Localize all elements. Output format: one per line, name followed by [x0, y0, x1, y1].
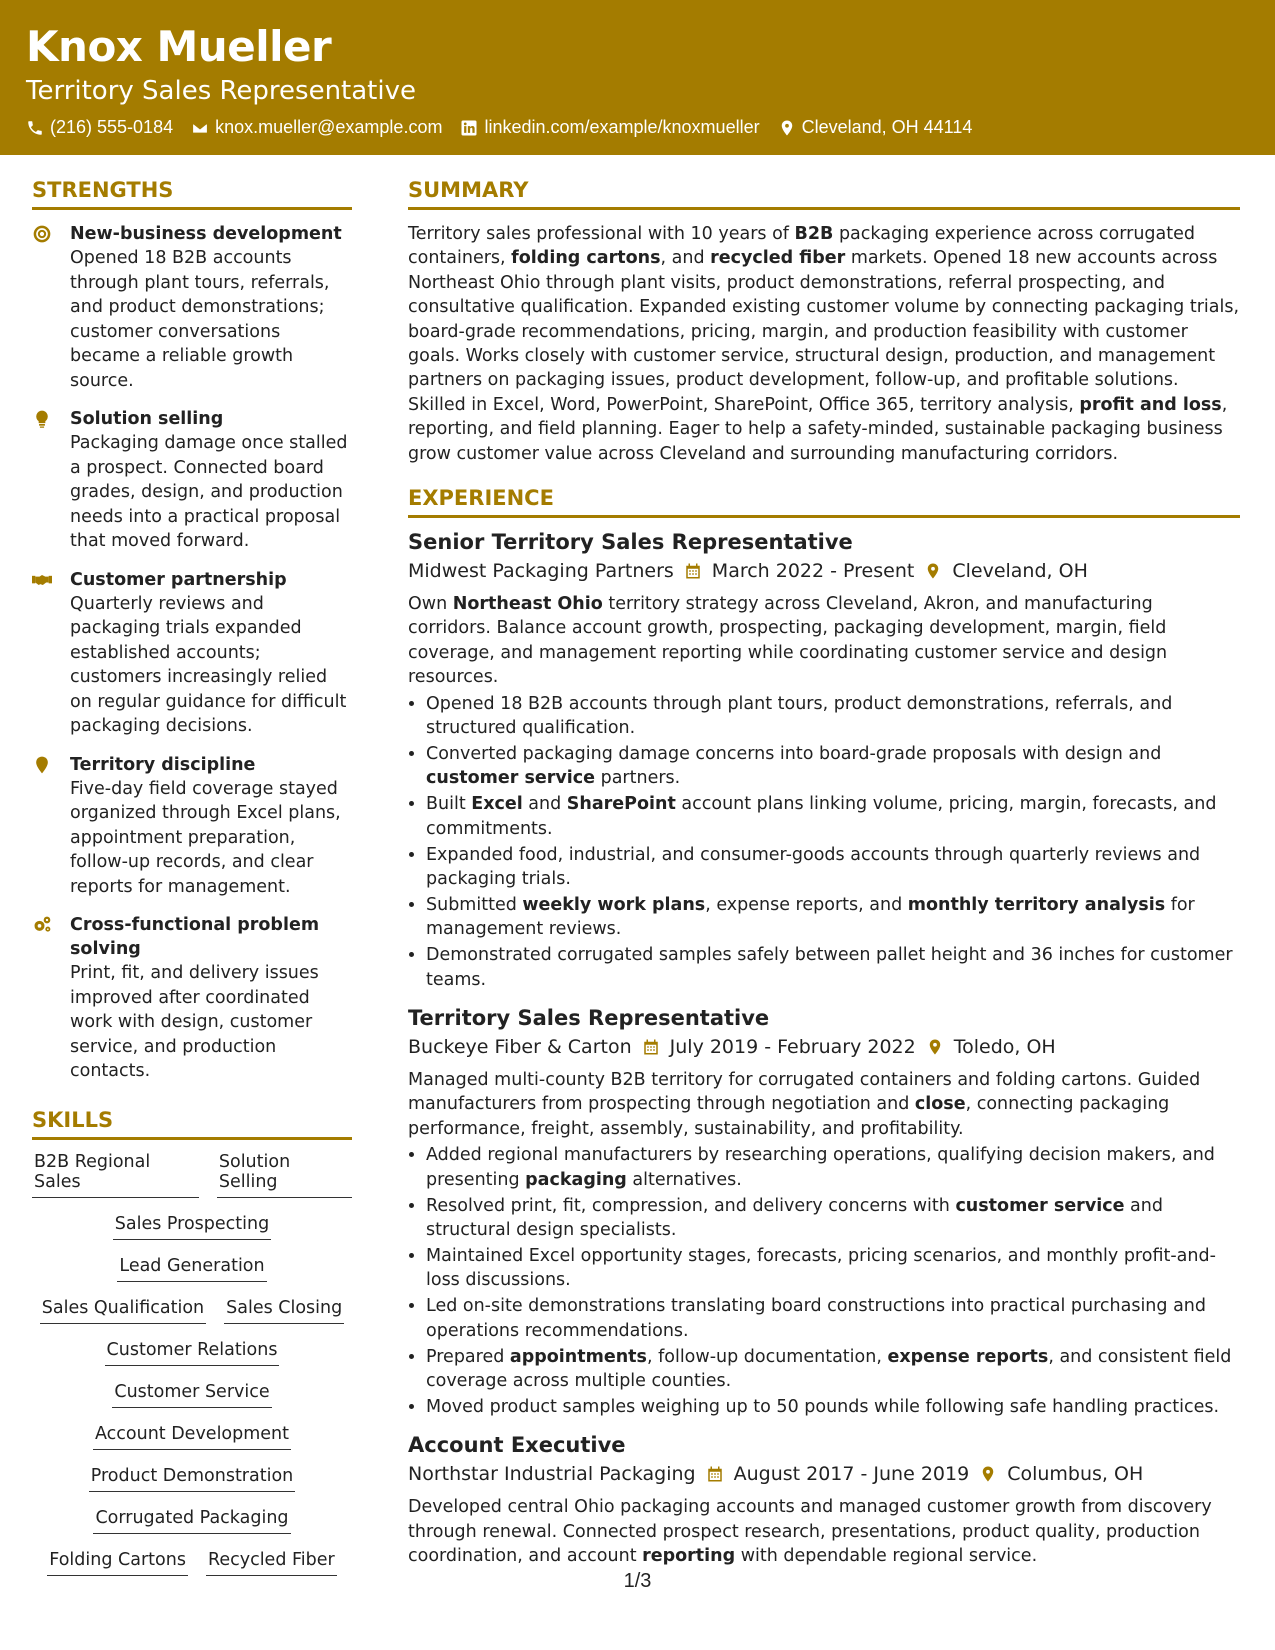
linkedin-icon	[460, 119, 478, 137]
strength-desc: Opened 18 B2B accounts through plant tours, referrals, and product demonstrations; customer conversations became a reliable growth source.	[70, 248, 330, 391]
skill-tag: B2B Regional Sales	[32, 1152, 199, 1198]
handshake-icon	[32, 570, 52, 590]
job-location: Cleveland, OH	[952, 560, 1088, 583]
job-bullet: • Converted packaging damage concerns into board-grade proposals with design and customer service partners.	[426, 742, 1240, 791]
candidate-title: Territory Sales Representative	[26, 76, 416, 106]
job-bullet: • Led on-site demonstrations translating board constructions into practical purchasing and operations recommendations.	[426, 1294, 1240, 1343]
strength-title: Cross-functional problem solving	[70, 915, 320, 959]
strength-desc: Quarterly reviews and packaging trials expanded established accounts; customers increasingly relied on regular guidance for difficult packaging decisions.	[70, 593, 347, 736]
strength-desc: Print, fit, and delivery issues improved after coordinated work with design, customer service, and production contacts.	[70, 963, 319, 1081]
job-location: Columbus, OH	[1007, 1463, 1144, 1486]
job-dates: March 2022 - Present	[711, 560, 915, 583]
skill-tag: Corrugated Packaging	[93, 1508, 290, 1534]
location-text: Cleveland, OH 44114	[801, 117, 973, 137]
contact-linkedin[interactable]	[460, 117, 759, 138]
job-title: Senior Territory Sales Representative	[408, 530, 853, 555]
experience-heading: EXPERIENCE	[408, 486, 1240, 518]
resume-header	[0, 0, 1275, 155]
candidate-name: Knox Mueller	[26, 22, 332, 71]
page-number: 1/3	[623, 1570, 652, 1592]
job-company: Midwest Packaging Partners	[408, 560, 674, 583]
job-description: Managed multi-county B2B territory for corrugated containers and folding cartons. Guided manufacturers from prospecting through negotiation and close, connecting packaging performance, freight, assembly, sustainability, and profitability.	[408, 1070, 1201, 1139]
job-meta	[408, 560, 1240, 582]
target-icon	[32, 224, 52, 244]
strength-item	[32, 568, 352, 739]
contact-phone	[26, 117, 173, 138]
skill-tag: Lead Generation	[117, 1256, 266, 1282]
strength-item	[32, 407, 352, 554]
job-bullet: • Prepared appointments, follow-up documentation, expense reports, and consistent field coverage across multiple counties.	[426, 1345, 1240, 1394]
job-bullet: • Resolved print, fit, compression, and delivery concerns with customer service and structural design specialists.	[426, 1194, 1240, 1243]
strengths-heading: STRENGTHS	[32, 178, 352, 210]
skill-tag: Sales Qualification	[40, 1298, 206, 1324]
phone-text: (216) 555-0184	[50, 117, 174, 137]
job-meta	[408, 1036, 1240, 1058]
gears-icon	[32, 915, 52, 935]
email-text[interactable]: knox.mueller@example.com	[215, 117, 443, 137]
calendar-icon	[642, 1038, 660, 1056]
skill-tag: Customer Relations	[105, 1340, 280, 1366]
contact-email[interactable]	[191, 117, 442, 138]
strength-desc: Packaging damage once stalled a prospect. Connected board grades, design, and production needs into a practical proposal that moved forward.	[70, 433, 348, 551]
phone-icon	[26, 119, 44, 137]
strength-item	[32, 753, 352, 900]
job-bullets	[408, 692, 1240, 992]
map-marker-icon	[32, 755, 52, 775]
skills-list	[32, 1152, 352, 1576]
job-company: Buckeye Fiber & Carton	[408, 1036, 632, 1059]
skill-tag: Solution Selling	[217, 1152, 352, 1198]
map-pin-icon	[778, 119, 796, 137]
job-description: Own Northeast Ohio territory strategy across Cleveland, Akron, and manufacturing corridors. Balance account growth, prospecting, packaging development, margin, field coverage, and management reporting while coordinating customer service and design resources.	[408, 594, 1168, 688]
strength-title: Solution selling	[70, 409, 224, 429]
map-pin-icon	[924, 562, 942, 580]
strength-title: Territory discipline	[70, 754, 256, 775]
job-entry	[408, 1006, 1240, 1419]
linkedin-text[interactable]: linkedin.com/example/knoxmueller	[484, 117, 760, 137]
skill-tag: Sales Closing	[224, 1298, 344, 1324]
job-bullet: • Added regional manufacturers by researching operations, qualifying decision makers, and presenting packaging alternatives.	[426, 1143, 1240, 1192]
strength-desc: Five-day field coverage stayed organized through Excel plans, appointment preparation, follow-up records, and clear reports for management.	[70, 778, 341, 897]
job-title: Territory Sales Representative	[408, 1006, 770, 1031]
skill-tag: Product Demonstration	[89, 1466, 296, 1492]
experience-list	[408, 530, 1240, 1568]
job-entry	[408, 1433, 1240, 1568]
job-location: Toledo, OH	[953, 1036, 1056, 1059]
job-bullet: • Built Excel and SharePoint account plans linking volume, pricing, margin, forecasts, and commitments.	[426, 792, 1240, 841]
job-bullet: • Moved product samples weighing up to 50 pounds while following safe handling practices.	[426, 1395, 1240, 1419]
job-company: Northstar Industrial Packaging	[408, 1463, 696, 1486]
left-column	[32, 178, 352, 1592]
job-bullet: • Submitted weekly work plans, expense reports, and monthly territory analysis for management reviews.	[426, 893, 1240, 942]
summary-heading: SUMMARY	[408, 178, 1240, 210]
job-title: Account Executive	[408, 1433, 626, 1458]
skill-tag: Sales Prospecting	[113, 1214, 271, 1240]
job-bullet: • Demonstrated corrugated samples safely between pallet height and 36 inches for customer teams.	[426, 943, 1240, 992]
job-bullet: • Opened 18 B2B accounts through plant tours, product demonstrations, referrals, and structured qualification.	[426, 692, 1240, 741]
skills-heading: SKILLS	[32, 1108, 352, 1140]
job-bullet: • Expanded food, industrial, and consumer-goods accounts through quarterly reviews and packaging trials.	[426, 843, 1240, 892]
lightbulb-icon	[32, 409, 52, 429]
skill-tag: Customer Service	[112, 1382, 271, 1408]
job-entry	[408, 530, 1240, 992]
right-column	[408, 178, 1240, 1582]
skill-tag: Folding Cartons	[47, 1550, 188, 1576]
strength-title: Customer partnership	[70, 569, 287, 590]
job-dates: July 2019 - February 2022	[669, 1036, 916, 1059]
strength-item	[32, 913, 352, 1084]
strength-item	[32, 222, 352, 393]
job-dates: August 2017 - June 2019	[733, 1463, 970, 1486]
calendar-icon	[684, 562, 702, 580]
strength-title: New-business development	[70, 224, 342, 244]
map-pin-icon	[926, 1038, 944, 1056]
skill-tag: Account Development	[93, 1424, 291, 1450]
summary-text: Territory sales professional with 10 years of B2B packaging experience across corrugated containers, folding cartons, and recycled fiber markets. Opened 18 new accounts across Northeast Ohio through plant visits, product demonstrations, referral prospecting, and consultative qualification. Expanded existing customer volume by connecting packaging trials, board-grade recommendations, pricing, margin, and production feasibility with customer goals. Works closely with customer service, structural design, production, and management partners on packaging issues, product development, follow-up, and profitable solutions. Skilled in Excel, Word, PowerPoint, SharePoint, Office 365, territory analysis, profit and loss, reporting, and field planning. Eager to help a safety-minded, sustainable packaging business grow customer value across Cleveland and surrounding manufacturing corridors.	[408, 224, 1240, 464]
envelope-icon	[191, 119, 209, 137]
contact-location	[778, 117, 973, 138]
map-pin-icon	[979, 1465, 997, 1483]
job-description: Developed central Ohio packaging accounts and managed customer growth from discovery through renewal. Connected prospect research, presentations, product quality, production coordination, and account reporting with dependable regional service.	[408, 1497, 1212, 1567]
skill-tag: Recycled Fiber	[206, 1550, 337, 1576]
contact-bar	[26, 117, 972, 138]
job-bullets	[408, 1143, 1240, 1419]
job-meta	[408, 1463, 1240, 1485]
calendar-icon	[706, 1465, 724, 1483]
job-bullet: • Maintained Excel opportunity stages, forecasts, pricing scenarios, and monthly profit-and-loss discussions.	[426, 1244, 1240, 1293]
